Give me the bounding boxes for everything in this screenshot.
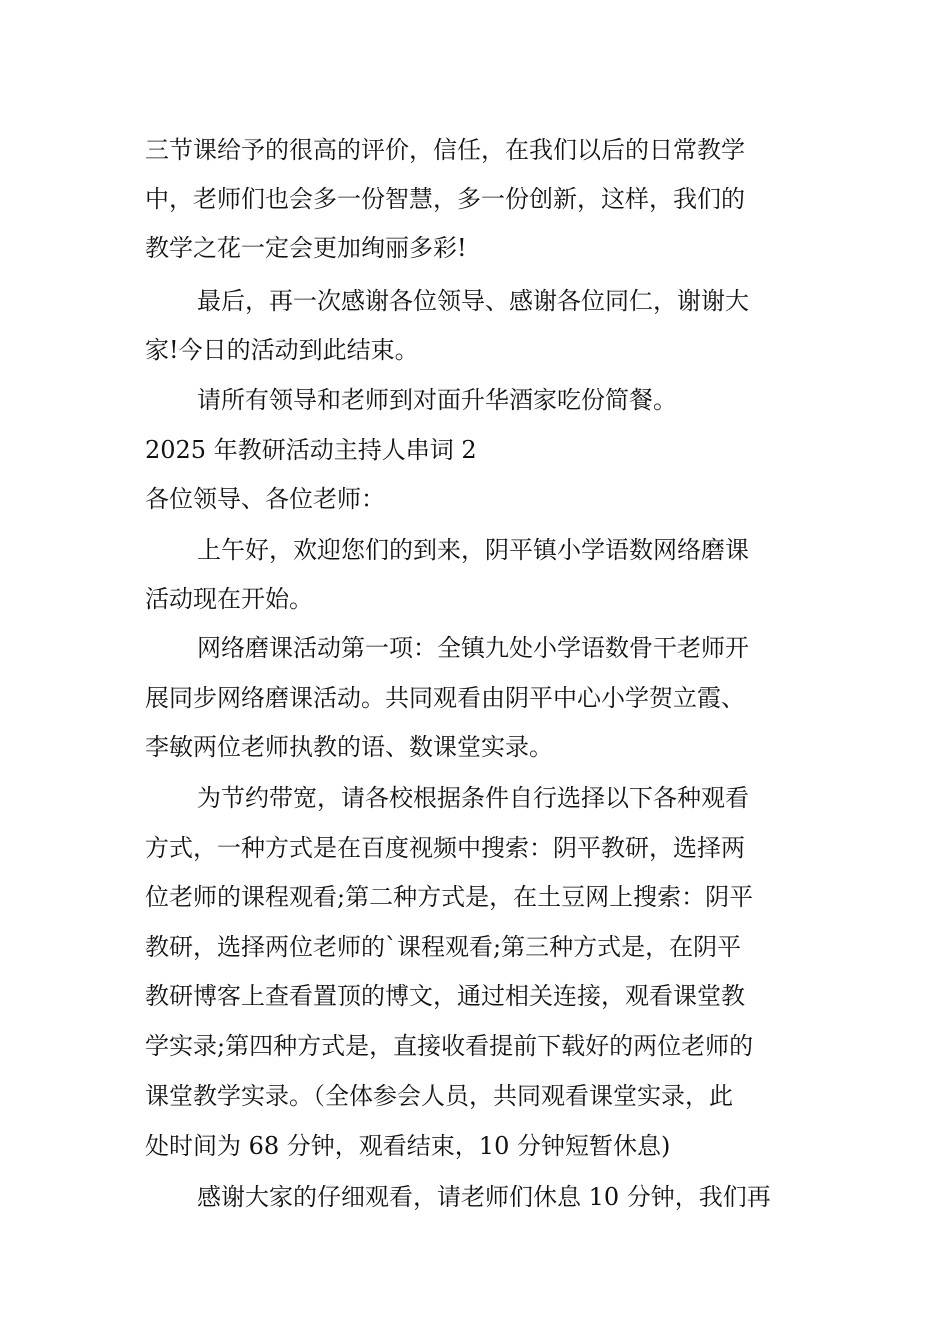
text-line: 李敏两位老师执教的语、数课堂实录。 bbox=[145, 733, 553, 761]
text-line: 中，老师们也会多一份智慧，多一份创新，这样，我们的 bbox=[145, 185, 745, 213]
text-line: 展同步网络磨课活动。共同观看由阴平中心小学贺立霞、 bbox=[145, 684, 745, 712]
text-line: 教研，选择两位老师的`课程观看;第三种方式是，在阴平 bbox=[145, 933, 742, 961]
text-line: 三节课给予的很高的评价，信任，在我们以后的日常教学 bbox=[145, 136, 745, 164]
text-line: 家!今日的活动到此结束。 bbox=[145, 336, 419, 364]
text-line: 上午好，欢迎您们的到来，阴平镇小学语数网络磨课 bbox=[197, 536, 749, 564]
text-line: 位老师的课程观看;第二种方式是，在土豆网上搜索：阴平 bbox=[145, 883, 754, 911]
text-line: 最后，再一次感谢各位领导、感谢各位同仁，谢谢大 bbox=[197, 287, 749, 315]
text-line: 学实录;第四种方式是，直接收看提前下载好的两位老师的 bbox=[145, 1032, 754, 1060]
text-line: 教学之花一定会更加绚丽多彩! bbox=[145, 234, 467, 262]
text-line: 处时间为 68 分钟，观看结束，10 分钟短暂休息) bbox=[145, 1132, 671, 1160]
text-line: 为节约带宽，请各校根据条件自行选择以下各种观看 bbox=[197, 784, 749, 812]
text-line: 课堂教学实录。（全体参会人员，共同观看课堂实录，此 bbox=[145, 1082, 733, 1110]
text-line: 教研博客上查看置顶的博文，通过相关连接，观看课堂教 bbox=[145, 982, 745, 1010]
text-line: 请所有领导和老师到对面升华酒家吃份简餐。 bbox=[197, 386, 677, 414]
text-line: 网络磨课活动第一项：全镇九处小学语数骨干老师开 bbox=[197, 634, 749, 662]
text-line: 方式，一种方式是在百度视频中搜索：阴平教研，选择两 bbox=[145, 834, 745, 862]
text-line: 感谢大家的仔细观看，请老师们休息 10 分钟，我们再 bbox=[197, 1183, 771, 1211]
section-heading: 2025 年教研活动主持人串词 2 bbox=[145, 436, 477, 464]
text-line: 活动现在开始。 bbox=[145, 585, 313, 613]
salutation: 各位领导、各位老师： bbox=[145, 485, 385, 513]
